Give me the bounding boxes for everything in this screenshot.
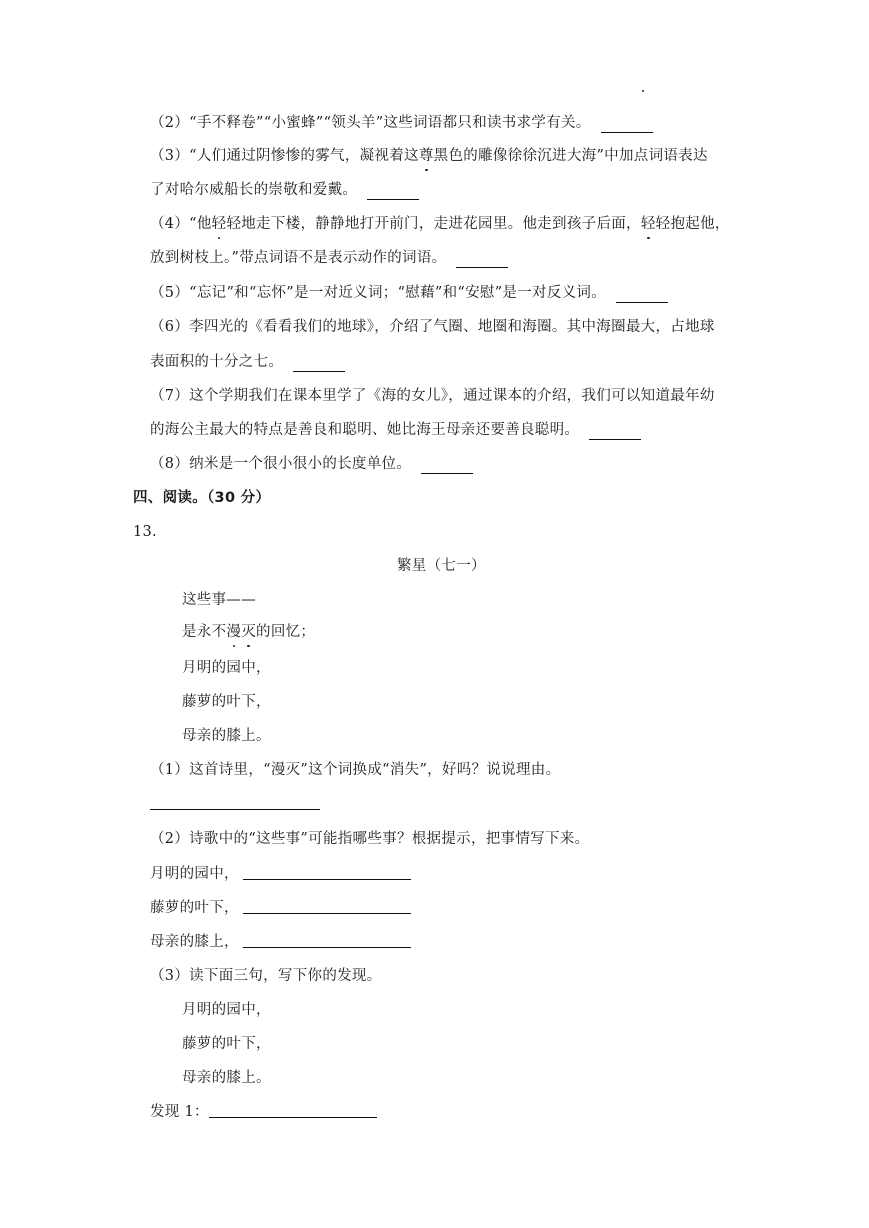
- dotted-char: 轻: [640, 216, 656, 232]
- question-1: （1）这首诗里，“漫灭”这个词换成“消失”，好吗？说说理由。: [150, 762, 561, 778]
- statement-7-line1: （7）这个学期我们在课本里学了《海的女儿》，通过课本的介绍，我们可以知道最年幼: [150, 388, 715, 404]
- statement-8: （8）纳米是一个很小很小的长度单位。: [150, 454, 473, 474]
- answer-line-q2-1[interactable]: [243, 879, 411, 880]
- dotted-char: 尊: [418, 148, 434, 164]
- poem-line: 这些事——: [182, 592, 256, 608]
- statement-6-line2: 表面积的十分之七。: [150, 352, 345, 372]
- answer-blank-3[interactable]: [367, 198, 419, 200]
- statement-3-line1: （3）“人们通过阴惨惨的雾气，凝视着这尊黑色的雕像徐徐沉进大海”中加点词语表达: [150, 148, 708, 164]
- statement-2: （2）“手不释卷”“小蜜蜂”“领头羊”这些词语都只和读书求学有关。: [150, 113, 653, 133]
- question-2: （2）诗歌中的“这些事”可能指哪些事？根据提示，把事情写下来。: [150, 831, 590, 847]
- statement-4-line2: 放到树枝上。”带点词语不是表示动作的词语。: [150, 248, 508, 268]
- statement-7-line2: 的海公主最大的特点是善良和聪明、她比海王母亲还要善良聪明。: [150, 420, 641, 440]
- answer-blank-5[interactable]: [616, 301, 668, 303]
- answer-blank-6[interactable]: [293, 370, 345, 372]
- q3-line: 藤萝的叶下，: [182, 1036, 271, 1052]
- poem-line: 是永不漫灭的回忆；: [182, 624, 316, 640]
- section-heading: 四、阅读。（30 分）: [133, 490, 271, 506]
- answer-line-q2-3[interactable]: [243, 947, 411, 948]
- answer-blank-8[interactable]: [421, 472, 473, 474]
- dotted-char: 灭: [241, 624, 257, 640]
- answer-blank-4[interactable]: [456, 266, 508, 268]
- q3-line: 母亲的膝上。: [182, 1070, 271, 1086]
- poem-line: 母亲的膝上。: [182, 728, 271, 744]
- q3-line: 月明的园中，: [182, 1002, 271, 1018]
- statement-4-line1: （4）“他轻轻地走下楼，静静地打开前门，走进花园里。他走到孩子后面，轻轻抱起他，: [150, 216, 730, 232]
- statement-3-line2: 了对哈尔威船长的崇敬和爱戴。: [150, 180, 419, 200]
- answer-blank-2[interactable]: [601, 131, 653, 133]
- poem-line: 月明的园中，: [182, 660, 271, 676]
- statement-6-line1: （6）李四光的《看看我们的地球》，介绍了气圈、地圈和海圈。其中海圈最大，占地球: [150, 319, 715, 335]
- page-speck: [642, 90, 644, 92]
- q3-finding-label: 发现 1：: [150, 1104, 209, 1120]
- dotted-char: 漫: [226, 624, 242, 640]
- poem-title: 繁星（七一）: [397, 558, 486, 574]
- answer-line-finding-1[interactable]: [209, 1117, 377, 1118]
- q2-prompt-3: 母亲的膝上，: [150, 934, 239, 950]
- q2-prompt-2: 藤萝的叶下，: [150, 900, 239, 916]
- question-3: （3）读下面三句，写下你的发现。: [150, 968, 382, 984]
- statement-5: （5）“忘记”和“忘怀”是一对近义词；“慰藉”和“安慰”是一对反义词。: [150, 283, 668, 303]
- q2-prompt-1: 月明的园中，: [150, 866, 239, 882]
- question-number: 13.: [133, 524, 157, 540]
- answer-blank-7[interactable]: [589, 438, 641, 440]
- answer-line-q2-2[interactable]: [243, 913, 411, 914]
- dotted-char: 轻: [211, 216, 227, 232]
- answer-line-q1[interactable]: [150, 809, 320, 810]
- poem-line: 藤萝的叶下，: [182, 694, 271, 710]
